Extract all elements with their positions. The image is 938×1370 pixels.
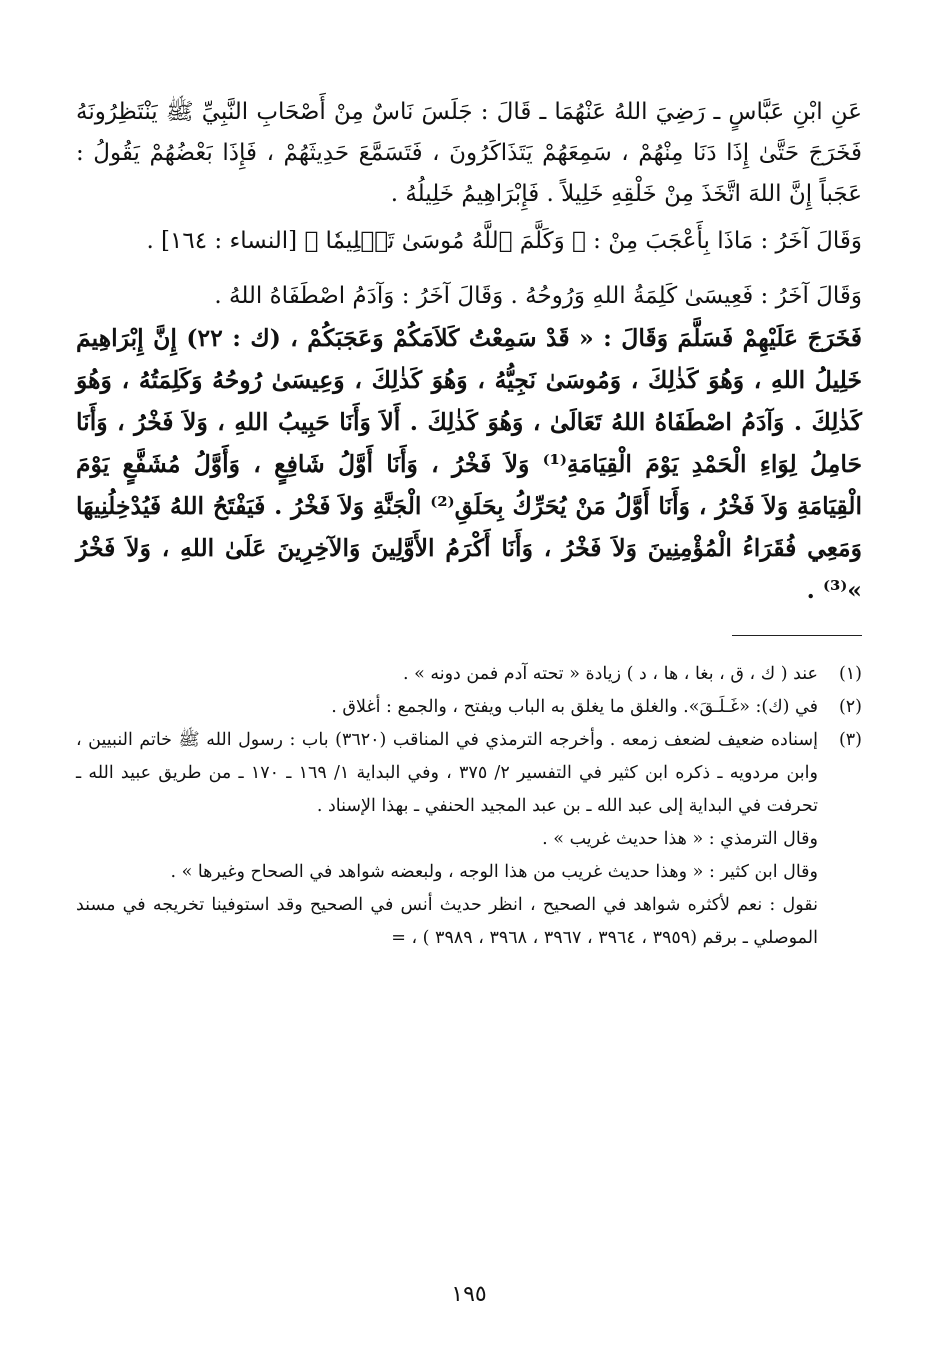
footnote-2 [76,691,862,724]
prophet-speech-paragraph: فَخَرَجَ عَلَيْهِمْ فَسَلَّمَ وَقَالَ : « قَدْ سَمِعْتُ كَلاَمَكُمْ وَعَجَبَكُمْ ، (ك : ٢٢) إِنَّ إِبْرَاهِيمَ خَلِيلُ اللهِ ، وَهُوَ كَذٰلِكَ ، وَمُوسَىٰ نَجِيُّهُ ، وَهُوَ كَذٰلِكَ ، وَعِيسَىٰ رُوحُهُ وَكَلِمَتُهُ ، وَهُوَ كَذٰلِكَ . وَآدَمُ اصْطَفَاهُ اللهُ تَعَالَىٰ ، وَهُوَ كَذٰلِكَ . أَلاَ وَأَنَا حَبِيبُ اللهِ ، وَلاَ فَخْرُ ، وَأَنَا حَامِلُ لِوَاءِ الْحَمْدِ يَوْمَ الْقِيَامَةِ⁽¹⁾ وَلاَ فَخْرُ ، وَأَنَا أَوَّلُ شَافِعٍ ، وَأَوَّلُ مُشَفَّعٍ يَوْمَ الْقِيَامَةِ وَلاَ فَخْرُ ، وَأَنَا أَوَّلُ مَنْ يُحَرِّكُ بِحَلَقِ⁽²⁾ الْجَنَّةِ وَلاَ فَخْرُ . فَيَفْتَحُ اللهُ فَيُدْخِلُنِيهَا وَمَعِي فُقَرَاءُ الْمُؤْمِنِينَ وَلاَ فَخْرُ ، وَأَنَا أَكْرَمُ الأَوَّلِينَ وَالآخِرِينَ عَلَىٰ اللهِ ، وَلاَ فَخْرُ »⁽³⁾ . [76,324,863,604]
footnote-divider [732,635,862,636]
footnote-line: وقال ابن كثير : « وهذا حديث غريب من هذا الوجه ، ولبعضه شواهد في الصحاح وغيرها » . [170,862,818,882]
footnotes-section [76,658,862,955]
footnote-line: وقال الترمذي : « هذا حديث غريب » . [542,829,818,849]
book-page [76,92,862,1370]
footnote-line: إسناده ضعيف لضعف زمعه . وأخرجه الترمذي في المناقب (٣٦٢٠) باب : رسول الله ﷺ خاتم النبيين ، وابن مردويه ـ ذكره ابن كثير في التفسير ٢/ ٣٧٥ ، وفي البداية ١/ ١٦٩ ـ ١٧٠ ـ من طريق عبيد الله ـ تحرفت في البداية إلى عبد الله ـ بن عبد المجيد الحنفي ـ بهذا الإسناد . [76,730,818,816]
footnote-line: نقول : نعم لأكثره شواهد في الصحيح ، انظر حديث أنس في الصحيح وقد استوفينا تخريجه في مسند الموصلي ـ برقم (٣٩٥٩ ، ٣٩٦٤ ، ٣٩٦٧ ، ٣٩٦٨ ، ٣٩٨٩ ) ، = [76,895,818,948]
paragraph-spacer [76,262,862,276]
footnote-number: (٢) [838,697,862,717]
footnote-text [76,724,818,955]
footnote-1 [76,658,862,691]
third-speaker-paragraph: وَقَالَ آخَرُ : فَعِيسَىٰ كَلِمَةُ اللهِ وَرُوحُهُ . وَقَالَ آخَرُ : وَآدَمُ اصْطَفَاهُ اللهُ . [214,283,862,309]
footnote-number: (٣) [838,730,862,750]
page-number: ١٩٥ [451,1282,487,1307]
second-speaker-paragraph: وَقَالَ آخَرُ : مَاذَا بِأَعْجَبَ مِنْ : ﴿ وَكَلَّمَ ٱللَّهُ مُوسَىٰ تَكۡلِيمٗا ﴾ [النساء : ١٦٤] . [146,228,862,254]
hadith-intro-paragraph: عَنِ ابْنِ عَبَّاسٍ ـ رَضِيَ اللهُ عَنْهُمَا ـ قَالَ : جَلَسَ نَاسٌ مِنْ أَصْحَابِ النَّبِيِّ ﷺ يَنْتَظِرُونَهُ فَخَرَجَ حَتَّىٰ إِذَا دَنَا مِنْهُمْ ، سَمِعَهُمْ يَتَذَاكَرُونَ ، فَتَسَمَّعَ حَدِيثَهُمْ ، فَإِذَا بَعْضُهُمْ يَقُولُ : عَجَباً إِنَّ اللهَ اتَّخَذَ مِنْ خَلْقِهِ خَلِيلاً . فَإِبْرَاهِيمُ خَلِيلُهُ . [76,99,862,207]
footnote-line: في (ك): «غَـلَـقَ». والغلق ما يغلق به الباب ويفتح ، والجمع : أغلاق . [331,697,818,717]
footnote-line: عند ( ك ، ق ، بغا ، ها ، د ) زيادة « تحته آدم فمن دونه » . [402,664,818,684]
footnote-number: (١) [838,664,862,684]
footnote-text [76,691,818,724]
footnote-text [76,658,818,691]
footnote-3 [76,724,862,955]
